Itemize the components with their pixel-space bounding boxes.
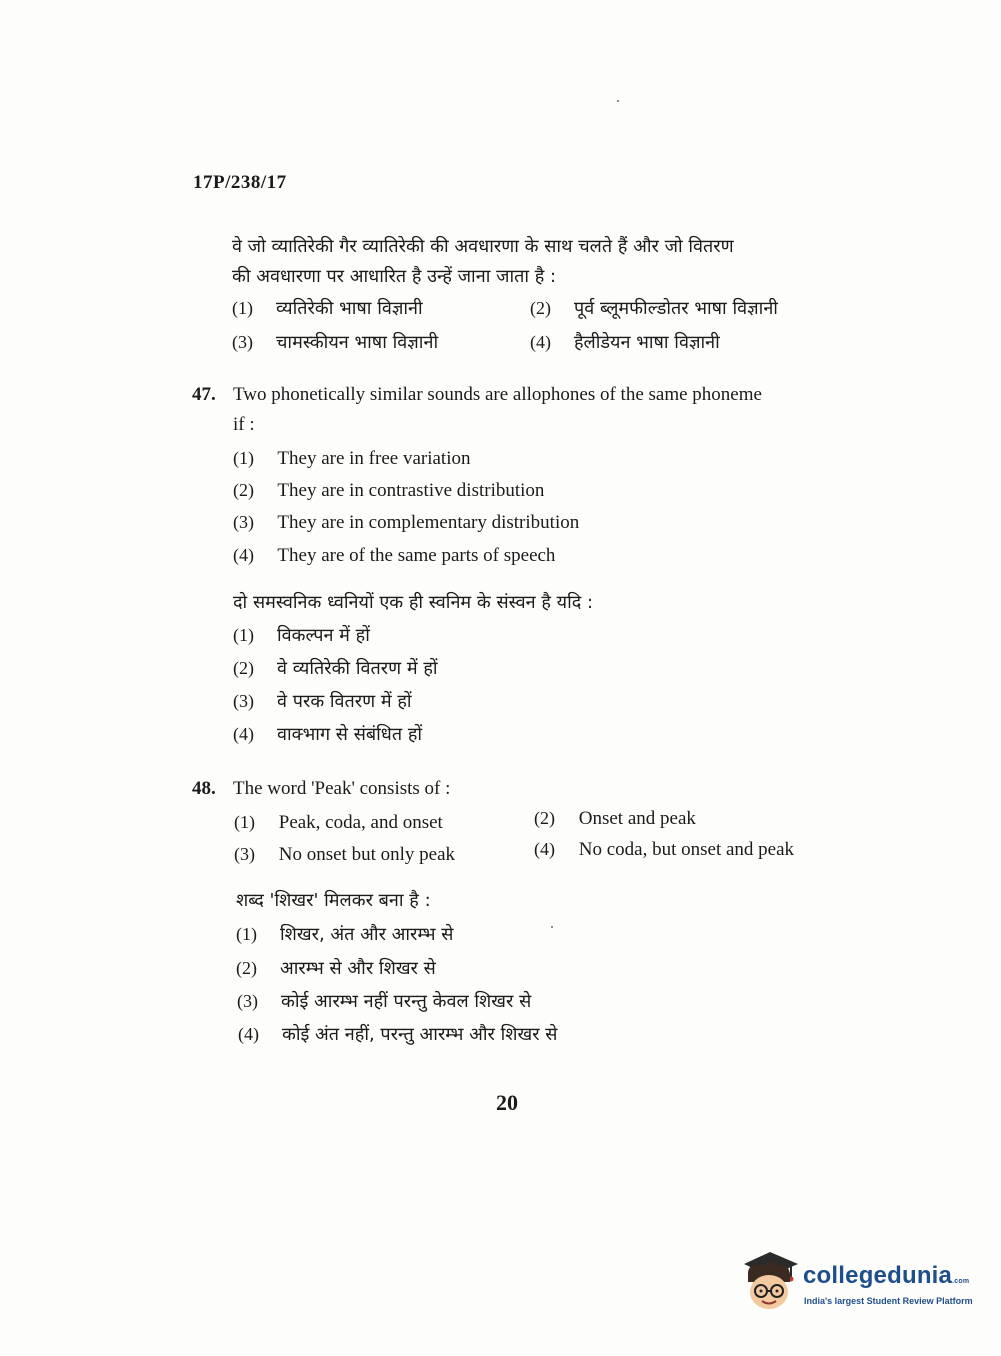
q48-stem: The word 'Peak' consists of :	[233, 778, 451, 799]
option-text: पूर्व ब्लूमफील्डोतर भाषा विज्ञानी	[574, 298, 778, 319]
q48-option-3	[234, 844, 455, 866]
option-text: कोई आरम्भ नहीं परन्तु केवल शिखर से	[281, 991, 532, 1012]
option-text: They are in free variation	[277, 448, 471, 469]
option-number: (3)	[234, 844, 255, 864]
option-text: They are in complementary distribution	[277, 512, 580, 533]
option-text: वे परक वितरण में हों	[277, 691, 412, 712]
option-number: (4)	[530, 332, 551, 352]
brand-name: collegedunia	[803, 1262, 953, 1289]
brand-tagline: India's largest Student Review Platform	[804, 1296, 973, 1306]
q46-stem-line2: की अवधारणा पर आधारित है उन्हें जाना जाता है :	[232, 266, 557, 287]
option-number: (4)	[534, 839, 555, 859]
q46-stem-line1: वे जो व्यातिरेकी गैर व्यातिरेकी की अवधारणा के साथ चलते हैं और जो वितरण	[232, 236, 734, 257]
q48-option-4	[534, 839, 794, 861]
q48-option-1	[234, 812, 443, 834]
collegedunia-brand	[803, 1262, 969, 1290]
option-number: (1)	[232, 298, 253, 318]
option-text: No coda, but onset and peak	[578, 839, 795, 860]
q47-hindi-option-2	[233, 656, 438, 680]
option-number: (4)	[233, 545, 254, 565]
q46-option-1	[232, 296, 423, 320]
q47-hindi-option-4	[233, 722, 422, 746]
collegedunia-mascot-icon	[740, 1248, 802, 1314]
option-number: (3)	[233, 691, 254, 711]
option-text: They are of the same parts of speech	[277, 545, 556, 566]
option-number: (1)	[236, 924, 257, 944]
option-text: चामस्कीयन भाषा विज्ञानी	[276, 332, 439, 353]
option-number: (2)	[530, 298, 551, 318]
option-text: आरम्भ से और शिखर से	[280, 958, 436, 979]
q47-option-1	[233, 448, 470, 470]
option-text: Onset and peak	[578, 808, 696, 829]
option-number: (1)	[234, 812, 255, 832]
q48-hindi-option-1	[236, 922, 453, 946]
q48-hindi-option-2	[236, 956, 436, 980]
option-number: (3)	[233, 512, 254, 532]
q46-option-3	[232, 330, 438, 354]
option-number: (3)	[232, 332, 253, 352]
scan-speck	[617, 100, 619, 102]
brand-suffix: .com	[952, 1278, 970, 1285]
option-number: (1)	[233, 625, 254, 645]
q47-stem-line2: if :	[233, 414, 255, 435]
option-number: (4)	[238, 1024, 259, 1044]
option-text: हैलीडेयन भाषा विज्ञानी	[574, 332, 720, 353]
option-text: They are in contrastive distribution	[277, 480, 545, 501]
q47-number: 47.	[192, 384, 216, 405]
option-text: विकल्पन में हों	[277, 625, 370, 646]
q48-number: 48.	[192, 778, 216, 799]
option-text: व्यतिरेकी भाषा विज्ञानी	[276, 298, 423, 319]
option-text: वे व्यतिरेकी वितरण में हों	[277, 658, 438, 679]
q47-hindi-option-1	[233, 623, 370, 647]
option-text: No onset but only peak	[278, 844, 456, 865]
option-text: Peak, coda, and onset	[278, 812, 443, 833]
q46-option-2	[530, 296, 778, 320]
q47-option-3	[233, 512, 579, 534]
page-number: 20	[496, 1090, 518, 1115]
q47-option-4	[233, 545, 555, 567]
option-number: (2)	[236, 958, 257, 978]
q48-option-2	[534, 808, 696, 830]
q47-stem-line1: Two phonetically similar sounds are allophones of the same phoneme	[233, 384, 762, 405]
q47-hindi-stem: दो समस्वनिक ध्वनियों एक ही स्वनिम के संस्वन है यदि :	[233, 592, 594, 613]
option-number: (2)	[233, 480, 254, 500]
option-number: (4)	[233, 724, 254, 744]
option-number: (2)	[233, 658, 254, 678]
option-number: (2)	[534, 808, 555, 828]
paper-code: 17P/238/17	[193, 172, 287, 193]
q48-hindi-option-4	[238, 1022, 557, 1046]
option-text: शिखर, अंत और आरम्भ से	[280, 924, 454, 945]
q48-hindi-option-3	[237, 989, 531, 1013]
option-text: वाक्भाग से संबंधित हों	[277, 724, 423, 745]
option-text: कोई अंत नहीं, परन्तु आरम्भ और शिखर से	[282, 1024, 558, 1045]
q46-option-4	[530, 330, 720, 354]
q48-hindi-stem: शब्द 'शिखर' मिलकर बना है :	[236, 890, 431, 911]
option-number: (1)	[233, 448, 254, 468]
scan-speck	[551, 926, 553, 928]
q47-hindi-option-3	[233, 689, 412, 713]
q47-option-2	[233, 480, 544, 502]
option-number: (3)	[237, 991, 258, 1011]
